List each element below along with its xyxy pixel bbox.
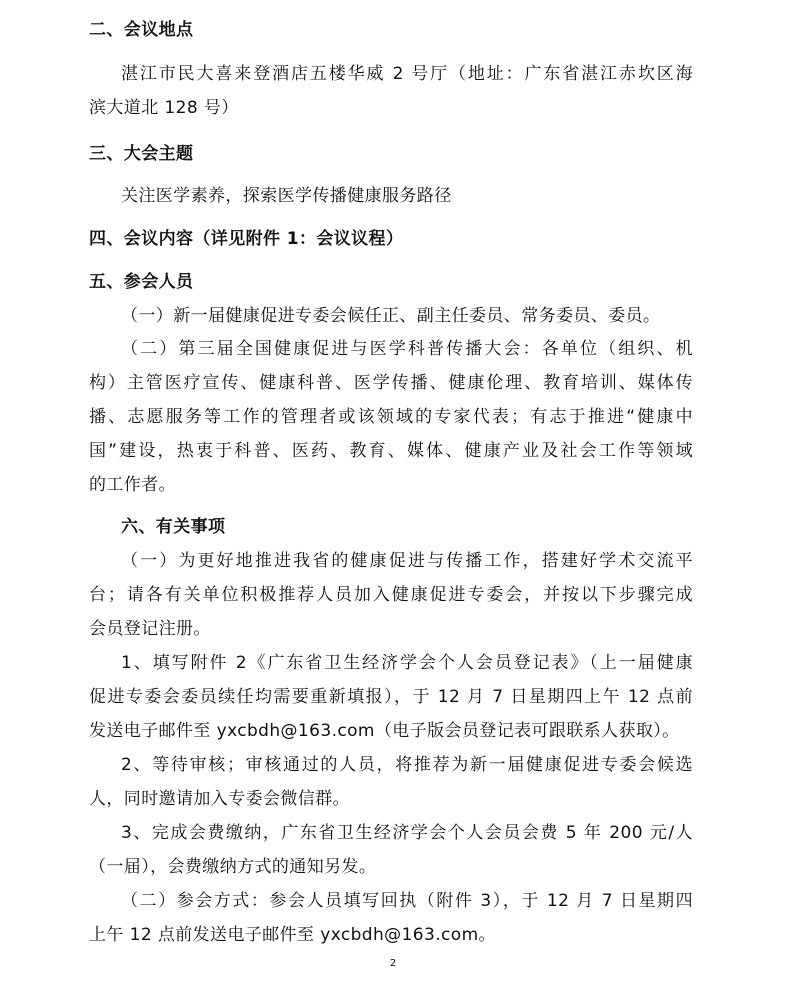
attendees-item-2-line-1: （二）第三届全国健康促进与医学科普传播大会：各单位（组织、机 [121, 339, 693, 359]
step-1-line-3: 发送电子邮件至 yxcbdh@163.com（电子版会员登记表可跟联系人获取）。 [89, 721, 680, 741]
section-heading-attendees: 五、参会人员 [89, 272, 194, 292]
step-3-line-1: 3、完成会费缴纳，广东省卫生经济学会个人会员会费 5 年 200 元/人 [121, 823, 693, 843]
matters-item-1-line-2: 台；请各有关单位积极推荐人员加入健康促进专委会，并按以下步骤完成 [89, 585, 693, 605]
attendees-item-2-line-4: 国”建设，热衷于科普、医药、教育、媒体、健康产业及社会工作等领域 [89, 441, 693, 461]
matters-item-1-line-1: （一）为更好地推进我省的健康促进与传播工作，搭建好学术交流平 [121, 551, 693, 571]
venue-line-1: 湛江市民大喜来登酒店五楼华威 2 号厅（地址：广东省湛江赤坎区海 [121, 64, 693, 84]
attendees-item-1: （一）新一届健康促进专委会候任正、副主任委员、常务委员、委员。 [121, 306, 661, 326]
matters-item-2-line-1: （二）参会方式：参会人员填写回执（附件 3），于 12 月 7 日星期四 [121, 891, 693, 911]
matters-item-1-line-3: 会员登记注册。 [89, 619, 211, 639]
attendees-item-2-line-2: 构）主管医疗宣传、健康科普、医学传播、健康伦理、教育培训、媒体传 [89, 373, 693, 393]
step-2-line-1: 2、等待审核；审核通过的人员，将推荐为新一届健康促进专委会候选 [121, 755, 693, 775]
attendees-item-2-line-5: 的工作者。 [89, 475, 176, 495]
section-heading-matters: 六、有关事项 [121, 517, 226, 537]
theme-line: 关注医学素养，探索医学传播健康服务路径 [121, 186, 452, 206]
step-3-line-2: （一届），会费缴纳方式的通知另发。 [89, 857, 377, 877]
attendees-item-2-line-3: 播、志愿服务等工作的管理者或该领域的专家代表；有志于推进“健康中 [89, 407, 693, 427]
section-heading-venue: 二、会议地点 [89, 20, 194, 40]
step-1-line-2: 促进专委会委员续任均需要重新填报），于 12 月 7 日星期四上午 12 点前 [89, 687, 693, 707]
step-1-line-1: 1、填写附件 2《广东省卫生经济学会个人会员登记表》（上一届健康 [121, 653, 693, 673]
step-2-line-2: 人，同时邀请加入专委会微信群。 [89, 789, 350, 809]
matters-item-2-line-2: 上午 12 点前发送电子邮件至 yxcbdh@163.com。 [89, 925, 496, 945]
section-heading-theme: 三、大会主题 [89, 144, 194, 164]
page-number: 2 [389, 958, 397, 969]
venue-line-2: 滨大道北 128 号） [89, 98, 239, 118]
section-heading-content: 四、会议内容（详见附件 1：会议议程） [89, 229, 404, 249]
